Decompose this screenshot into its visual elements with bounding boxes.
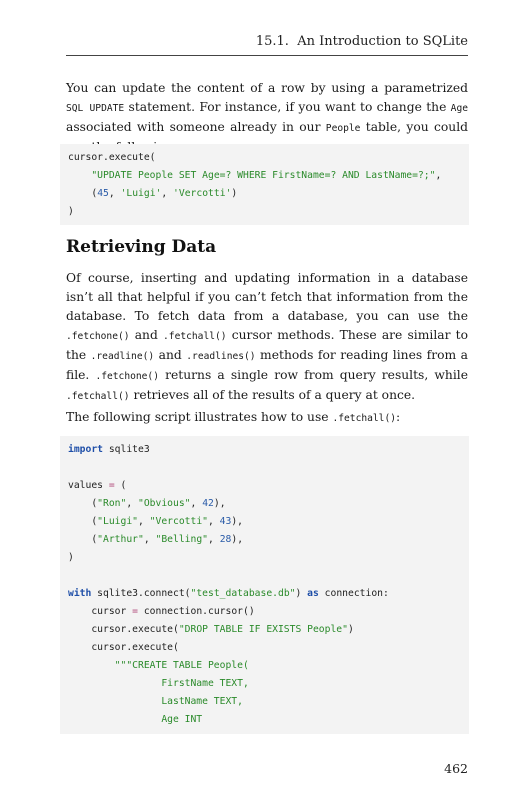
section-heading: Retrieving Data [66, 237, 217, 257]
code-string: "Obvious" [138, 498, 191, 509]
code-string: "Luigi" [97, 516, 138, 527]
code-line: ("Luigi", "Vercotti", 43), [68, 516, 244, 527]
code-line: ) [68, 552, 74, 563]
code-line: LastName TEXT, [68, 696, 243, 707]
inline-code: .fetchall() [66, 391, 130, 402]
code-number: 28 [219, 534, 232, 545]
inline-code: .fetchall() [332, 413, 397, 424]
code-line: cursor.execute( [68, 642, 179, 653]
code-line: """CREATE TABLE People( [68, 660, 249, 671]
code-text: cursor [68, 606, 133, 617]
code-operator: = [108, 480, 115, 491]
code-line: FirstName TEXT, [68, 678, 249, 689]
code-block-script [60, 436, 469, 734]
code-keyword: import [68, 444, 103, 455]
running-header [66, 34, 468, 56]
code-number: 43 [219, 516, 232, 527]
code-keyword: with [68, 588, 92, 599]
code-number: 45 [97, 188, 109, 199]
code-line [68, 167, 469, 185]
inline-code: .fetchone() [66, 331, 130, 342]
code-line [68, 621, 469, 639]
inline-code: .fetchall() [163, 331, 227, 342]
text: statement. For instance, if you want to change the [124, 100, 451, 114]
inline-code: .readline() [90, 351, 155, 362]
code-string: "Belling" [155, 534, 209, 545]
code-number: 42 [202, 498, 214, 509]
text: and [154, 348, 187, 362]
code-line: (45, 'Luigi', 'Vercotti') [91, 188, 238, 199]
text: You can update the content of a row by using a parametrized [66, 81, 468, 95]
script-intro-paragraph [66, 408, 468, 428]
text: cursor methods. These are similar to the [66, 328, 468, 362]
code-text: ) [347, 624, 354, 635]
text: returns a single row from query results, while [159, 368, 468, 382]
code-punct: , [435, 170, 442, 181]
code-text: sqlite3 [103, 444, 150, 455]
code-string: "Ron" [97, 498, 127, 509]
code-punct: ) [231, 188, 238, 199]
code-line: ) [68, 206, 74, 217]
code-text: connection: [318, 588, 389, 599]
inline-code: SQL UPDATE [66, 103, 125, 114]
code-text: values [68, 480, 109, 491]
code-string: "Vercotti" [149, 516, 208, 527]
inline-code: .fetchone() [95, 371, 159, 382]
inline-code: People [325, 123, 361, 134]
code-string: "test_database.db" [190, 588, 296, 599]
code-operator: = [132, 606, 138, 617]
text: methods for reading lines from a file. [66, 348, 468, 382]
code-text: cursor.execute( [68, 624, 179, 635]
code-punct: ( [91, 188, 98, 199]
code-line: ("Arthur", "Belling", 28), [68, 534, 244, 545]
code-text: ) [295, 588, 308, 599]
text: retrieves all of the results of a query at once. [129, 388, 416, 402]
code-line-blank [68, 567, 469, 585]
inline-code: Age [450, 103, 468, 114]
text: Of course, inserting and updating information in a database isn’t all that helpful if you can’t fetch that information from the database. To fetch data from a database, you can use the [66, 271, 468, 323]
section-number: 15.1. [255, 34, 289, 49]
inline-code: .readlines() [186, 351, 256, 362]
code-string: "Arthur" [97, 534, 144, 545]
text: : [396, 410, 401, 424]
code-keyword: as [307, 588, 319, 599]
code-line [68, 477, 469, 495]
code-string: "DROP TABLE IF EXISTS People" [178, 624, 348, 635]
text: The following script illustrates how to use [66, 410, 333, 424]
code-line [68, 585, 469, 603]
code-text: connection.cursor() [138, 606, 255, 617]
code-block-update [60, 144, 469, 225]
code-line [68, 603, 469, 621]
code-line: cursor.execute( [68, 152, 156, 163]
page-number: 462 [444, 761, 468, 776]
code-string: 'Vercotti' [173, 188, 232, 199]
code-line: ("Ron", "Obvious", 42), [68, 498, 226, 509]
section-title: An Introduction to SQLite [297, 34, 468, 49]
text: and [129, 328, 164, 342]
code-punct: ( [114, 480, 127, 491]
code-line-blank [68, 459, 469, 477]
code-string: 'Luigi' [120, 188, 162, 199]
text: table, you could [365, 120, 468, 134]
code-text: sqlite3.connect( [91, 588, 191, 599]
code-line: Age INT [68, 714, 203, 725]
code-string: "UPDATE People SET Age=? WHERE FirstName=? AND LastName=?;" [91, 170, 436, 181]
text: associated with someone already in our [66, 120, 326, 134]
retrieving-paragraph [66, 269, 468, 406]
code-line [68, 441, 469, 459]
